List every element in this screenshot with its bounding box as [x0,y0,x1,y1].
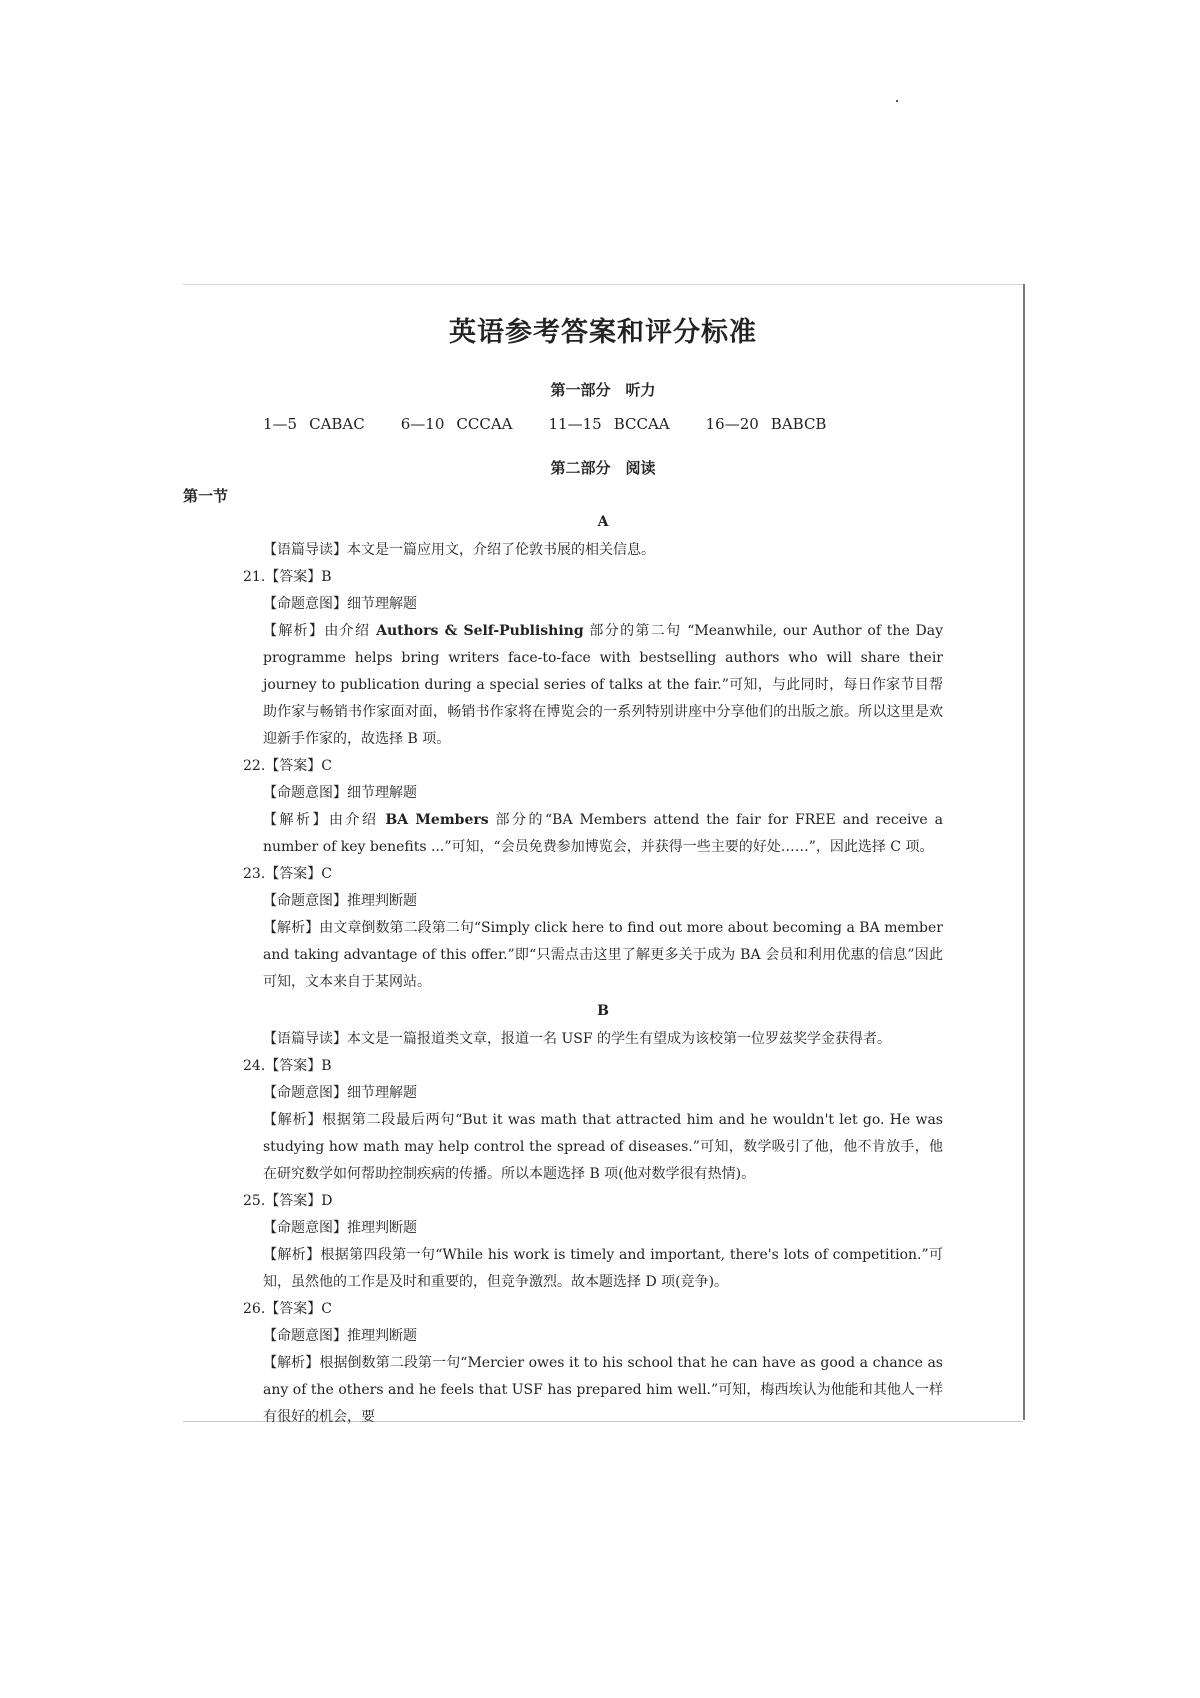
passage-a-letter: A [597,514,609,530]
q26-intent: 【命题意图】推理判断题 [263,1328,417,1344]
q26-answer: 26.【答案】C [243,1301,332,1317]
q26-analysis: 【解析】根据倒数第二段第一句“Mercier owes it to his school that he can have as good a chance as any of the others and he feels that USF has prepared him well.”可知，梅西埃认为他能和其他人一样有很好的机会，要 [263,1355,943,1425]
q23-answer: 23.【答案】C [243,866,332,882]
part2-heading: 第二部分 阅读 [550,459,656,477]
listening-group: 16—20 BABCB [705,415,827,433]
passage-b-letter: B [597,1003,609,1019]
q24-answer: 24.【答案】B [243,1058,332,1074]
part1-heading: 第一部分 听力 [550,381,656,399]
listening-group: 6—10 CCCAA [400,415,513,433]
q23-analysis: 【解析】由文章倒数第二段第二句“Simply click here to find out more about becoming a BA member and taking advantage of this offer.”即“只需点击这里了解更多关于成为 BA 会员和利用优惠的信息”因此可知，文本来自于某网站。 [263,920,943,990]
listening-group: 11—15 BCCAA [548,415,670,433]
q21-analysis: 【解析】由介绍 Authors & Self-Publishing 部分的第二句 “Meanwhile, our Author of the Day programme helps bring writers face-to-face with bestselling authors who will share their journey to publication during a special series of talks at the fair.”可知，与此同时，每日作家节目帮助作家与畅销书作家面对面，畅销书作家将在博览会的一系列特别讲座中分享他们的出版之旅。所以这里是欢迎新手作家的，故选择 B 项。 [263,623,943,747]
passage-a-intro: 【语篇导读】本文是一篇应用文，介绍了伦敦书展的相关信息。 [263,542,655,558]
q25-intent: 【命题意图】推理判断题 [263,1220,417,1236]
section-1-label: 第一节 [183,487,229,505]
passage-b-intro: 【语篇导读】本文是一篇报道类文章，报道一名 USF 的学生有望成为该校第一位罗兹奖学金获得者。 [263,1031,892,1047]
q25-analysis: 【解析】根据第四段第一句“While his work is timely and important, there's lots of competition.”可知，虽然他的工作是及时和重要的，但竞争激烈。故本题选择 D 项(竞争)。 [263,1247,943,1290]
page-title: 英语参考答案和评分标准 [449,317,757,348]
listening-answers [183,413,943,435]
q22-answer: 22.【答案】C [243,758,332,774]
q24-analysis: 【解析】根据第二段最后两句“But it was math that attracted him and he wouldn't let go. He was studying how math may help control the spread of diseases.”可知，数学吸引了他，他不肯放手，他在研究数学如何帮助控制疾病的传播。所以本题选择 B 项(他对数学很有热情)。 [263,1112,943,1182]
q21-answer: 21.【答案】B [243,569,332,585]
page-content [183,315,943,1431]
page-right-border [1023,284,1025,1420]
q23-intent: 【命题意图】推理判断题 [263,893,417,909]
q25-answer: 25.【答案】D [243,1193,333,1209]
q22-intent: 【命题意图】细节理解题 [263,785,417,801]
listening-group: 1—5 CABAC [263,415,365,433]
answer-key-page [183,284,1023,1425]
q24-intent: 【命题意图】细节理解题 [263,1085,417,1101]
q22-analysis: 【解析】由介绍 BA Members 部分的“BA Members attend the fair for FREE and receive a number of key benefits ...”可知，“会员免费参加博览会，并获得一些主要的好处……”，因此选择 C 项。 [263,812,943,855]
scan-speck [896,100,898,102]
q21-intent: 【命题意图】细节理解题 [263,596,417,612]
